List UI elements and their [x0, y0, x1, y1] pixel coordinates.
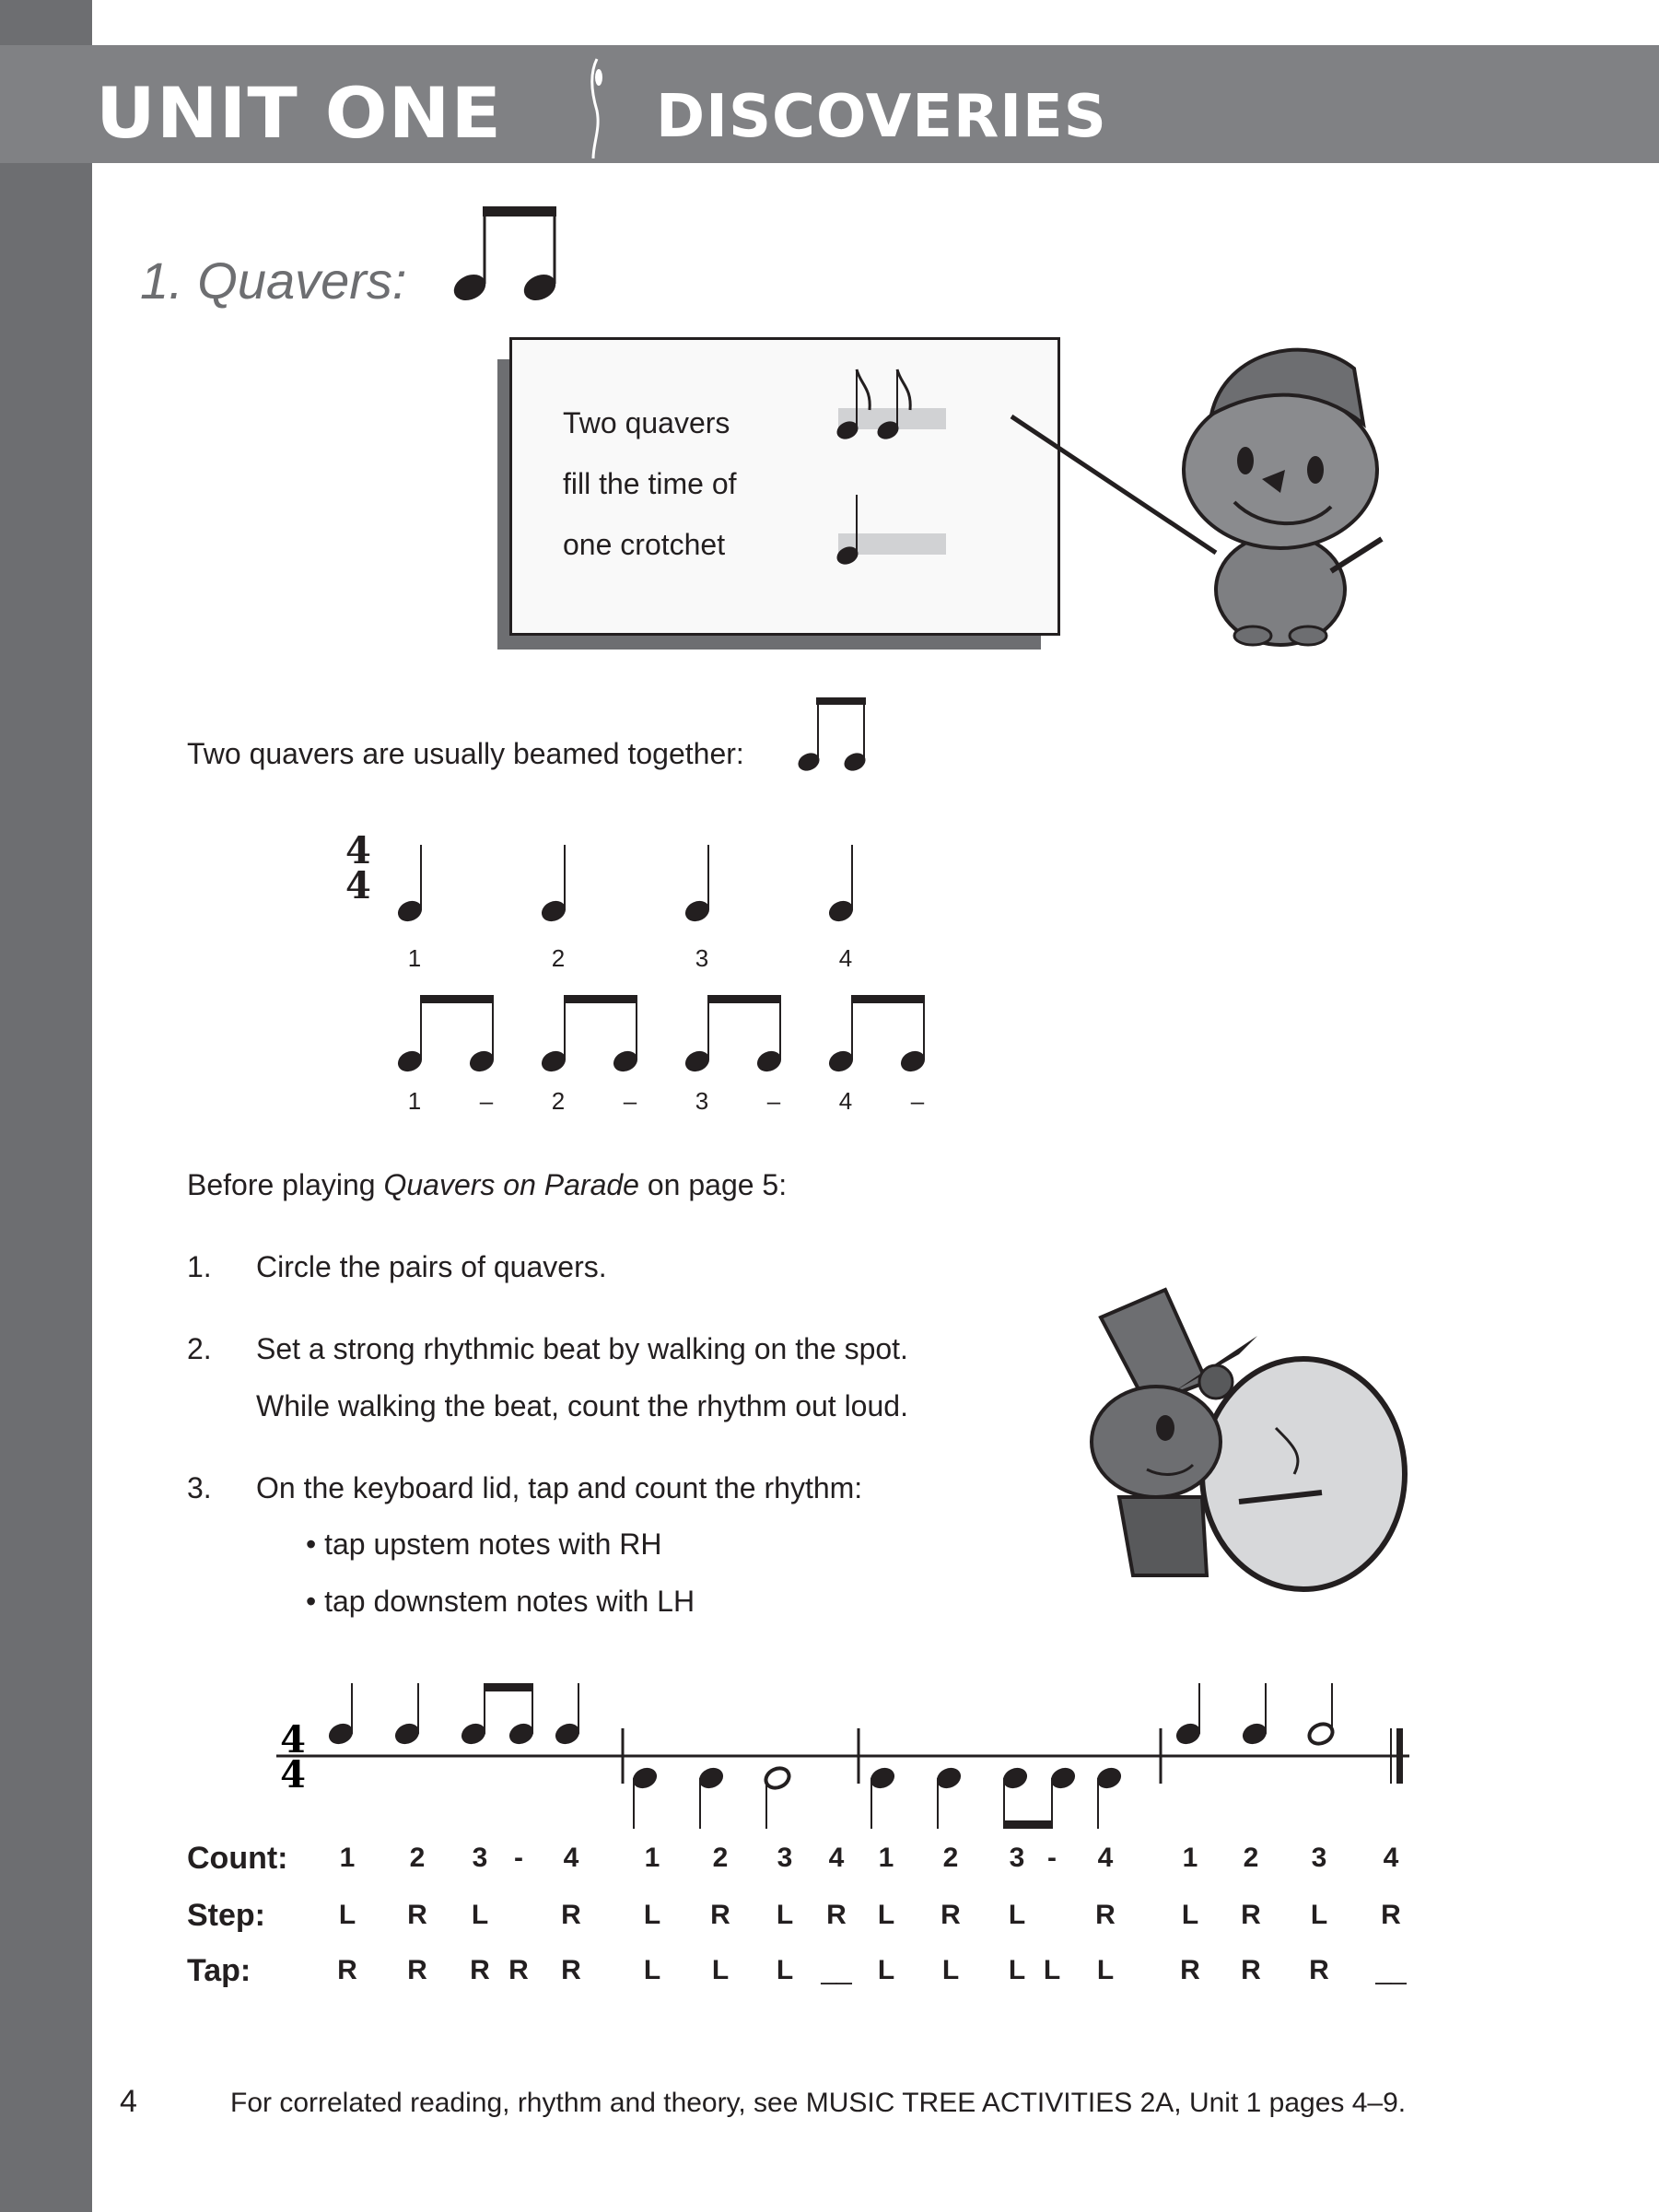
rhythm-cell: L: [643, 1955, 661, 1985]
step-number: 2.: [187, 1332, 212, 1365]
beamed-quavers-icon: [794, 696, 877, 778]
rhythm-cell: L: [1008, 1900, 1026, 1930]
rhythm-cell: 4: [1383, 1843, 1399, 1873]
rhythm-cell: R: [407, 1955, 427, 1985]
rhythm-cell: R: [1095, 1900, 1116, 1930]
rhythm-cell: L: [1043, 1955, 1061, 1985]
rhythm-cell: 2: [1243, 1843, 1259, 1873]
rhythm-cell: 4: [828, 1843, 845, 1873]
quaver-beam: [1004, 1820, 1052, 1829]
rhythm-cell: L: [877, 1900, 895, 1930]
rhythm-cell: L: [776, 1955, 794, 1985]
quaver-count: 1: [407, 1087, 422, 1115]
final-bar-thick: [1396, 1728, 1403, 1784]
rhythm-cell: 2: [712, 1843, 729, 1873]
rhythm-cell: __: [1375, 1955, 1407, 1985]
rhythm-cell: R: [407, 1900, 427, 1930]
rhythm-cell: R: [1381, 1900, 1401, 1930]
rhythm-cell: 1: [1182, 1843, 1198, 1873]
rhythm-cell: 1: [878, 1843, 894, 1873]
rhythm-cell: L: [776, 1900, 794, 1930]
rhythm-cell: 3: [472, 1843, 488, 1873]
quaver-count: 4: [838, 1087, 853, 1115]
page-sidebar-strip: [0, 0, 92, 2212]
quaver-beam: [707, 995, 781, 1003]
step-text: While walking the beat, count the rhythm out loud.: [256, 1389, 908, 1422]
quaver-count: 3: [695, 1087, 709, 1115]
bullet-text: tap downstem notes with LH: [324, 1585, 695, 1618]
rhythm-cell: L: [1310, 1900, 1328, 1930]
quaver-count: –: [910, 1087, 925, 1115]
instructions-intro: [187, 1168, 787, 1202]
rhythm-cell: 3: [1311, 1843, 1327, 1873]
treble-clef-line-icon: [580, 55, 608, 161]
rhythm-cell: R: [337, 1955, 357, 1985]
rhythm-cell: L: [1008, 1955, 1026, 1985]
time-signature: [345, 829, 371, 907]
row-label: Tap:: [187, 1953, 251, 1988]
rhythm-cell: -: [1047, 1843, 1057, 1873]
rhythm-cell: R: [561, 1900, 581, 1930]
quaver-beam: [420, 995, 494, 1003]
step-text: On the keyboard lid, tap and count the rhythm:: [256, 1471, 863, 1504]
rhythm-cell: R: [1241, 1900, 1261, 1930]
section-title: 1. Quavers:: [140, 252, 407, 310]
rhythm-cell: 4: [1097, 1843, 1114, 1873]
beat-count: 4: [838, 944, 853, 972]
time-signature-top: 4: [345, 829, 371, 872]
quaver-count: –: [766, 1087, 781, 1115]
rhythm-staff: [276, 1686, 1437, 1833]
rhythm-cell: R: [826, 1900, 847, 1930]
bullet-item: • tap downstem notes with LH: [306, 1585, 695, 1618]
rhythm-cell: 1: [644, 1843, 660, 1873]
bullet-item: • tap upstem notes with RH: [306, 1527, 662, 1561]
footer-note: For correlated reading, rhythm and theory, see MUSIC TREE ACTIVITIES 2A, Unit 1 pages 4–9.: [230, 2088, 1407, 2118]
quaver-row: [396, 993, 949, 1076]
unit-title: UNIT ONE: [96, 72, 503, 154]
infobox-line: Two quavers: [563, 406, 730, 439]
two-quavers-icon: [835, 368, 927, 441]
rhythm-cell: R: [1180, 1955, 1200, 1985]
rhythm-cell: R: [710, 1900, 730, 1930]
piece-title: Quavers on Parade: [383, 1168, 639, 1201]
step-text: Set a strong rhythmic beat by walking on the spot.: [256, 1332, 908, 1365]
rhythm-cell: L: [338, 1900, 356, 1930]
crotchet-row: [396, 843, 949, 926]
rhythm-cell: __: [821, 1955, 852, 1985]
section-name: DISCOVERIES: [656, 83, 1107, 151]
quaver-beam: [485, 1683, 532, 1691]
quaver-beam: [564, 995, 637, 1003]
step-number: 3.: [187, 1471, 212, 1504]
mascot-with-pointer-illustration: [1004, 332, 1409, 645]
rhythm-cell: 4: [563, 1843, 579, 1873]
rhythm-cell: L: [643, 1900, 661, 1930]
rhythm-cell: 3: [777, 1843, 793, 1873]
beaming-text: Two quavers are usually beamed together:: [187, 737, 744, 770]
rhythm-cell: L: [1096, 1955, 1115, 1985]
time-signature-bottom: 4: [345, 864, 371, 907]
bullet-text: tap upstem notes with RH: [324, 1527, 662, 1561]
quaver-beam: [851, 995, 925, 1003]
rhythm-cell: R: [561, 1955, 581, 1985]
time-signature-bottom: 4: [280, 1753, 306, 1797]
rhythm-cell: 2: [409, 1843, 426, 1873]
infobox-line: one crotchet: [563, 528, 726, 561]
step-number: 1.: [187, 1250, 212, 1283]
rhythm-cell: L: [941, 1955, 960, 1985]
intro-text: Before playing: [187, 1168, 384, 1201]
mascot-with-bass-drum-illustration: [1046, 1290, 1414, 1603]
rhythm-cell: -: [514, 1843, 523, 1873]
rhythm-cell: L: [877, 1955, 895, 1985]
quaver-infobox: [509, 337, 1060, 636]
crotchet-icon: [835, 493, 890, 567]
infobox-line: fill the time of: [563, 467, 737, 500]
row-label: Step:: [187, 1898, 265, 1933]
quaver-count: –: [623, 1087, 637, 1115]
rhythm-cell: R: [1309, 1955, 1329, 1985]
intro-text: on page 5:: [638, 1168, 788, 1201]
rhythm-cell: 3: [1009, 1843, 1025, 1873]
beamed-quavers-icon: [451, 205, 571, 306]
rhythm-cell: 1: [339, 1843, 356, 1873]
quaver-count: –: [479, 1087, 494, 1115]
rhythm-cell: L: [711, 1955, 730, 1985]
rhythm-cell: R: [470, 1955, 490, 1985]
step-text: Circle the pairs of quavers.: [256, 1250, 607, 1283]
time-signature-top: 4: [280, 1718, 306, 1761]
rhythm-cell: R: [1241, 1955, 1261, 1985]
rhythm-cell: R: [508, 1955, 529, 1985]
rhythm-cell: L: [1181, 1900, 1199, 1930]
rhythm-cell: L: [471, 1900, 489, 1930]
beat-count: 3: [695, 944, 709, 972]
beat-count: 1: [407, 944, 422, 972]
rhythm-cell: R: [940, 1900, 961, 1930]
page-number: 4: [120, 2084, 137, 2119]
row-label: Count:: [187, 1841, 288, 1876]
beat-count: 2: [551, 944, 566, 972]
rhythm-cell: 2: [942, 1843, 959, 1873]
quaver-count: 2: [551, 1087, 566, 1115]
